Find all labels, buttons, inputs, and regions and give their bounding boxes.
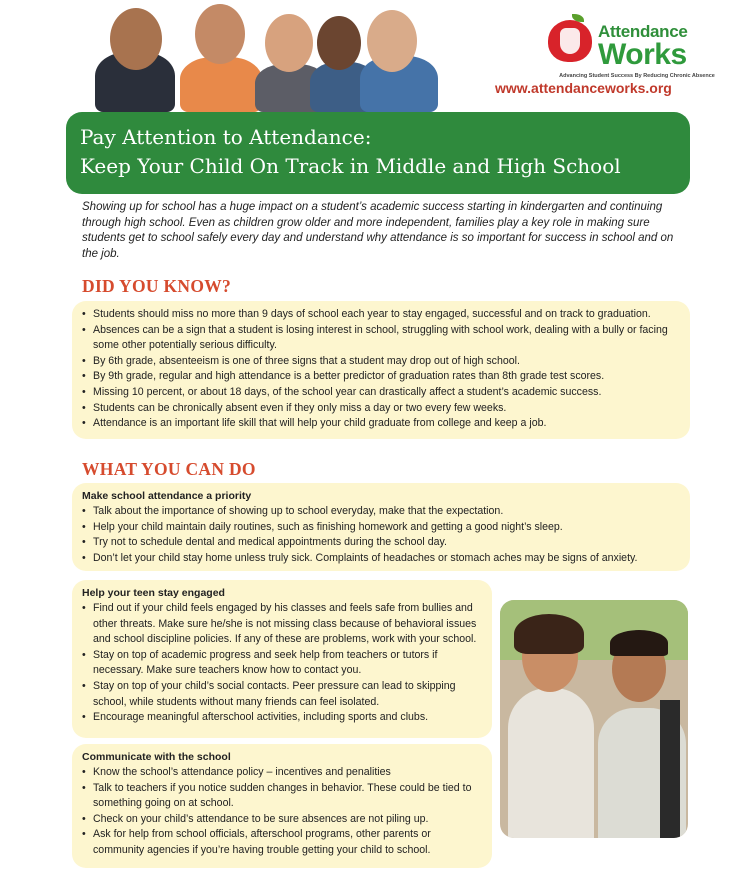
logo-tagline: Advancing Student Success By Reducing Chronic Absence xyxy=(559,73,715,79)
page-title xyxy=(80,123,621,181)
website-link[interactable]: www.attendanceworks.org xyxy=(495,80,672,96)
list-item: • Talk to teachers if you notice sudden changes in behavior. These could be tied to something going on at school. xyxy=(82,781,482,812)
boy-hair xyxy=(610,630,668,656)
engaged-list xyxy=(82,601,482,726)
list-item: • Try not to schedule dental and medical appointments during the school day. xyxy=(82,535,680,551)
list-item: • Check on your child’s attendance to be sure absences are not piling up. xyxy=(82,812,482,828)
did-you-know-panel xyxy=(72,301,690,439)
students-photo xyxy=(95,0,440,112)
attendance-works-logo xyxy=(548,14,718,84)
list-item: • Attendance is an important life skill that will help your child graduate from college and keep a job. xyxy=(82,416,680,432)
communicate-subheading: Communicate with the school xyxy=(82,751,231,763)
logo-line2: Works xyxy=(598,38,687,71)
logo-line1: Attendance xyxy=(598,22,688,41)
backpack-strap xyxy=(660,700,680,838)
priority-panel xyxy=(72,483,690,571)
communicate-list xyxy=(82,765,482,859)
list-item: • Find out if your child feels engaged by his classes and feels safe from bullies and other threats. Make sure he/she is not missing class because of behavioral issues and school discipline policies. If any of these are problems, work with your school. xyxy=(82,601,482,648)
list-item: • Students should miss no more than 9 days of school each year to stay engaged, successful and on track to graduation. xyxy=(82,307,680,323)
hand-icon xyxy=(560,28,580,54)
list-item: • Encourage meaningful afterschool activities, including sports and clubs. xyxy=(82,710,482,726)
engaged-subheading: Help your teen stay engaged xyxy=(82,587,225,599)
priority-subheading: Make school attendance a priority xyxy=(82,490,252,502)
teens-photo xyxy=(500,600,688,838)
list-item: • Talk about the importance of showing up to school everyday, make that the expectation. xyxy=(82,504,680,520)
girl-hair xyxy=(514,614,584,654)
title-line-1: Pay Attention to Attendance: xyxy=(80,125,372,149)
list-item: • Absences can be a sign that a student is losing interest in school, struggling with school work, dealing with a bully or facing some other potentially serious difficulty. xyxy=(82,323,680,354)
list-item: • Stay on top of your child’s social contacts. Peer pressure can lead to skipping school, while students without many friends can feel isolated. xyxy=(82,679,482,710)
list-item: • By 9th grade, regular and high attendance is a better predictor of graduation rates than 8th grade test scores. xyxy=(82,369,680,385)
did-you-know-heading: DID YOU KNOW? xyxy=(82,276,232,296)
girl-shirt xyxy=(508,688,594,838)
list-item: • Help your child maintain daily routines, such as finishing homework and getting a good night’s sleep. xyxy=(82,520,680,536)
did-you-know-list xyxy=(82,307,680,432)
what-you-can-do-heading: WHAT YOU CAN DO xyxy=(82,459,256,479)
intro-paragraph: Showing up for school has a huge impact on a student’s academic success starting in kindergarten and continuing through high school. Even as children grow older and more independent, families play a key role in making sure students get to school safely every day and understand why attendance is so important for success in school and on the job. xyxy=(82,201,674,260)
communicate-panel xyxy=(72,744,492,868)
priority-list xyxy=(82,504,680,566)
list-item: • Stay on top of academic progress and seek help from teachers or tutors if necessary. Make sure teachers know how to contact you. xyxy=(82,648,482,679)
engaged-panel xyxy=(72,580,492,738)
title-line-2: Keep Your Child On Track in Middle and High School xyxy=(80,154,621,178)
list-item: • By 6th grade, absenteeism is one of three signs that a student may drop out of high school. xyxy=(82,354,680,370)
list-item: • Missing 10 percent, or about 18 days, of the school year can drastically affect a student’s academic success. xyxy=(82,385,680,401)
list-item: • Ask for help from school officials, afterschool programs, other parents or community agencies if you’re having trouble getting your child to school. xyxy=(82,827,482,858)
list-item: • Know the school’s attendance policy – incentives and penalities xyxy=(82,765,482,781)
list-item: • Don’t let your child stay home unless truly sick. Complaints of headaches or stomach aches may be signs of anxiety. xyxy=(82,551,680,567)
list-item: • Students can be chronically absent even if they only miss a day or two every few weeks. xyxy=(82,401,680,417)
